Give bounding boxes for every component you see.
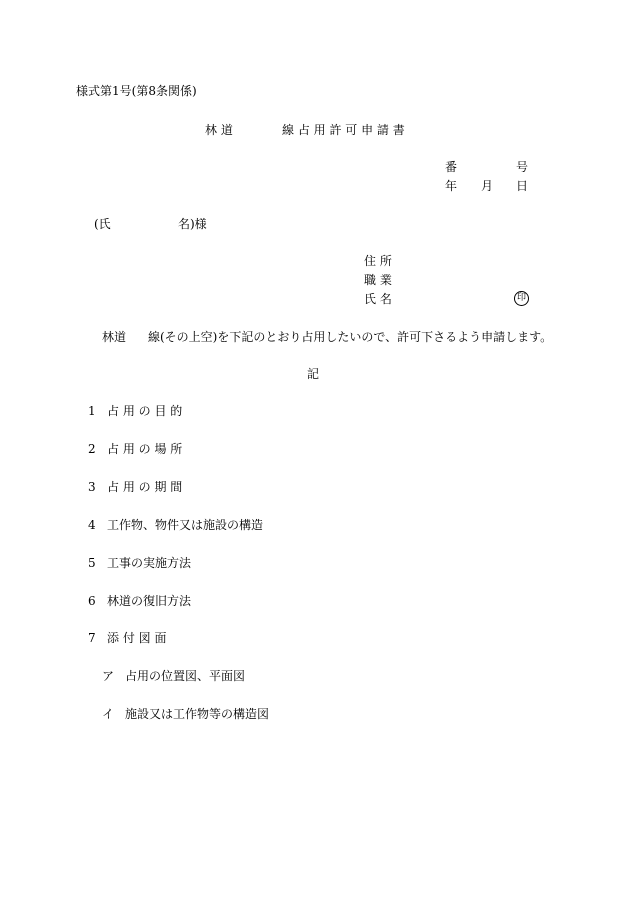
item-label: 占 用 の 期 間 bbox=[107, 480, 183, 494]
subitem-mark: イ bbox=[102, 707, 115, 721]
subitem-label: 占用の位置図、平面図 bbox=[125, 669, 246, 683]
form-number: 様式第1号(第8条関係) bbox=[76, 84, 197, 98]
item-number: 4 bbox=[88, 518, 96, 532]
applicant-occupation-label: 職 業 bbox=[364, 273, 392, 287]
title-left: 林 道 bbox=[205, 123, 233, 137]
item-number: 6 bbox=[88, 594, 96, 608]
date-month-label: 月 bbox=[481, 179, 494, 193]
seal-mark: 印 bbox=[514, 291, 529, 306]
item-label: 占 用 の 場 所 bbox=[107, 442, 183, 456]
subitem-mark: ア bbox=[102, 669, 115, 683]
item-label: 工事の実施方法 bbox=[107, 556, 192, 570]
item-number: 7 bbox=[88, 631, 96, 645]
item-label: 林道の復旧方法 bbox=[107, 594, 192, 608]
item-number: 2 bbox=[88, 442, 96, 456]
item-label: 占 用 の 目 的 bbox=[107, 404, 183, 418]
number-label-ban: 番 bbox=[445, 160, 458, 174]
ki-heading: 記 bbox=[307, 367, 320, 381]
item-label: 工作物、物件又は施設の構造 bbox=[107, 518, 264, 532]
date-year-label: 年 bbox=[445, 179, 458, 193]
item-number: 5 bbox=[88, 556, 96, 570]
body-prefix: 林道 bbox=[102, 330, 127, 344]
addressee-close: 名)様 bbox=[178, 217, 207, 231]
applicant-address-label: 住 所 bbox=[364, 254, 392, 268]
number-label-go: 号 bbox=[516, 160, 529, 174]
applicant-name-label: 氏 名 bbox=[364, 292, 392, 306]
subitem-label: 施設又は工作物等の構造図 bbox=[125, 707, 270, 721]
item-number: 1 bbox=[88, 404, 96, 418]
date-day-label: 日 bbox=[516, 179, 529, 193]
item-number: 3 bbox=[88, 480, 96, 494]
addressee-open: (氏 bbox=[94, 217, 111, 231]
body-main: 線(その上空)を下記のとおり占用したいので、許可下さるよう申請します。 bbox=[148, 330, 553, 344]
title-right: 線 占 用 許 可 申 請 書 bbox=[282, 123, 405, 137]
item-label: 添 付 図 面 bbox=[107, 631, 167, 645]
